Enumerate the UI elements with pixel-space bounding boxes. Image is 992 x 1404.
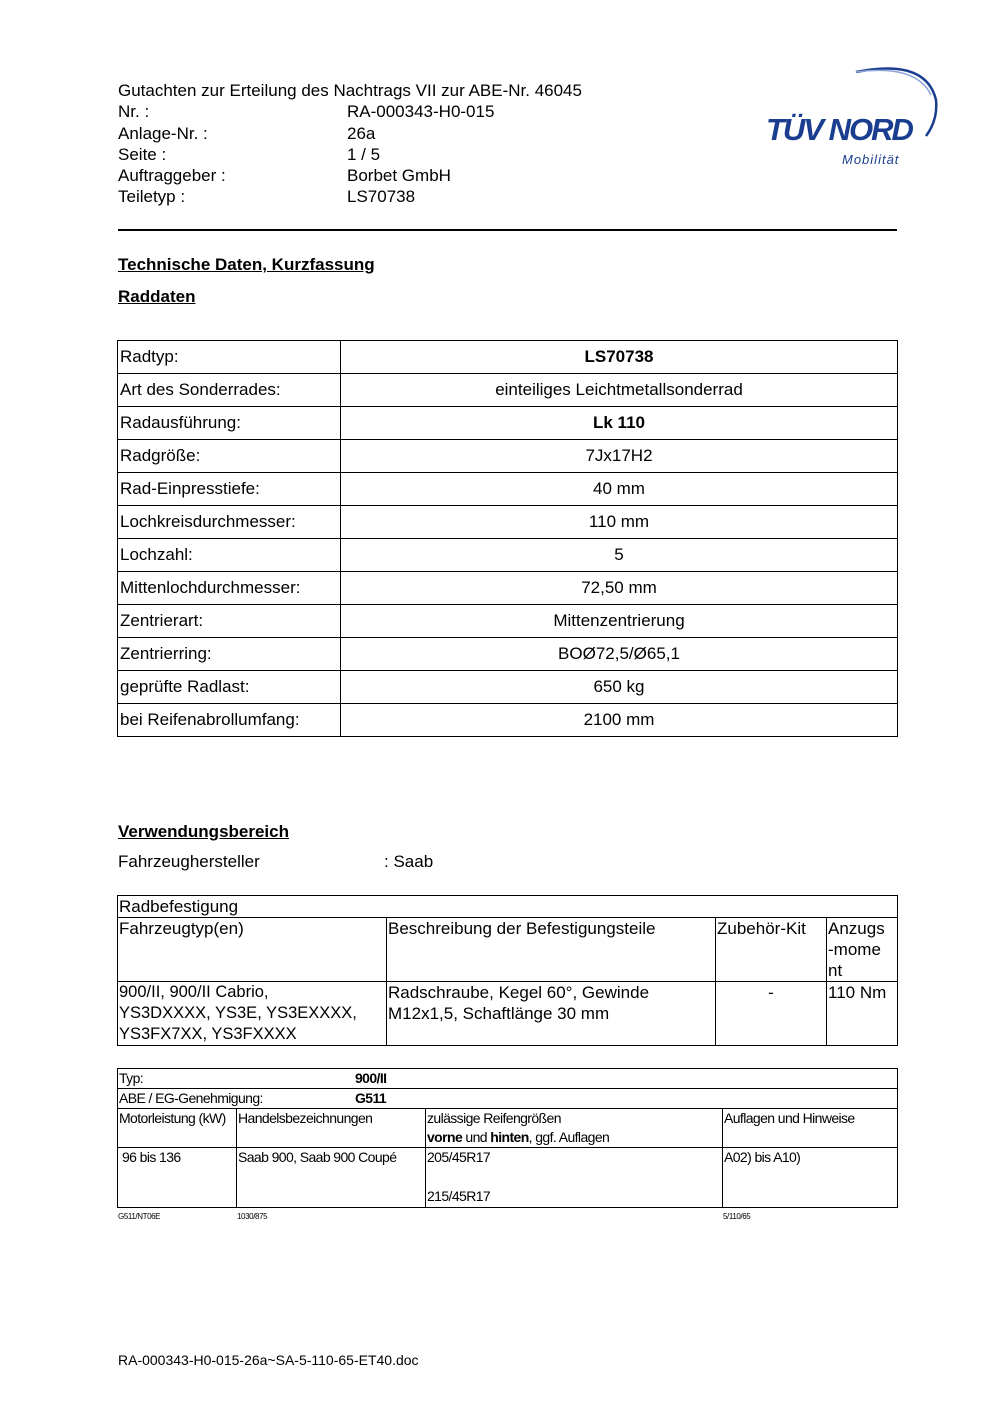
footnote-code-2: 1030/875	[237, 1212, 268, 1221]
header-row-nr: Nr. : RA-000343-H0-015	[118, 102, 495, 122]
logo-brand: TÜV NORD	[766, 112, 912, 147]
raddaten-table	[117, 340, 898, 737]
header-row-auftraggeber: Auftraggeber : Borbet GmbH	[118, 166, 451, 186]
radbefestigung-title: Radbefestigung	[118, 896, 898, 918]
header-row-anlage: Anlage-Nr. : 26a	[118, 123, 376, 143]
manufacturer-value: : Saab	[384, 852, 434, 871]
header-row-seite: Seite : 1 / 5	[118, 144, 381, 164]
typ-row: Typ: 900/II	[118, 1069, 898, 1089]
table-row: Radtyp: LS70738	[118, 341, 898, 374]
footnote-code-3: 5/110/65	[723, 1212, 751, 1221]
table-row: 900/II, 900/II Cabrio, YS3DXXXX, YS3E, YS3EXXXX, YS3FX7XX, YS3FXXXX Radschraube, Kegel 60°, Gewinde M12x1,5, Schaftlänge 30 mm - 110 Nm	[118, 982, 898, 1046]
section-title-verwendung: Verwendungsbereich	[118, 822, 289, 841]
table-row: Radausführung: Lk 110	[118, 407, 898, 440]
table-row: Lochkreisdurchmesser: 110 mm	[118, 506, 898, 539]
logo-subtitle: Mobilität	[842, 152, 900, 167]
section-title-technical: Technische Daten, Kurzfassung	[118, 255, 375, 274]
table-header-row: Motorleistung (kW) Handelsbezeichnungen zulässige Reifengrößen vorne und hinten, ggf. Auflagen Auflagen und Hinweise	[118, 1109, 898, 1148]
table-row: Lochzahl: 5	[118, 539, 898, 572]
typ-table	[117, 1068, 898, 1208]
section-subtitle-raddaten: Raddaten	[118, 287, 196, 306]
document-footer: RA-000343-H0-015-26a~SA-5-110-65-ET40.doc	[118, 1352, 419, 1368]
tuev-nord-logo	[766, 60, 941, 170]
radbefestigung-table	[117, 895, 898, 1046]
header-row-teiletyp: Teiletyp : LS70738	[118, 187, 416, 207]
table-row: Mittenlochdurchmesser: 72,50 mm	[118, 572, 898, 605]
table-row: Zentrierart: Mittenzentrierung	[118, 605, 898, 638]
table-row: Zentrierring: BOØ72,5/Ø65,1	[118, 638, 898, 671]
anzugsmoment-header: Anzugs-moment	[827, 918, 898, 982]
table-row: Rad-Einpresstiefe: 40 mm	[118, 473, 898, 506]
manufacturer-label: Fahrzeughersteller	[118, 852, 260, 871]
table-row: Art des Sonderrades: einteiliges Leichtmetallsonderrad	[118, 374, 898, 407]
abe-row: ABE / EG-Genehmigung: G511	[118, 1089, 898, 1109]
manufacturer-line	[118, 852, 433, 872]
header-divider	[118, 229, 897, 231]
table-row: bei Reifenabrollumfang: 2100 mm	[118, 704, 898, 737]
document-title: Gutachten zur Erteilung des Nachtrags VII zur ABE-Nr. 46045	[118, 81, 582, 100]
table-row: geprüfte Radlast: 650 kg	[118, 671, 898, 704]
table-header-row: Fahrzeugtyp(en) Beschreibung der Befestigungsteile Zubehör-Kit Anzugs-moment	[118, 918, 898, 982]
footnote-code-1: G511/NT06E	[118, 1212, 161, 1221]
table-row: 96 bis 136 Saab 900, Saab 900 Coupé 205/45R17 215/45R17 A02) bis A10)	[118, 1148, 898, 1208]
document-header	[118, 80, 582, 208]
table-row: Radgröße: 7Jx17H2	[118, 440, 898, 473]
